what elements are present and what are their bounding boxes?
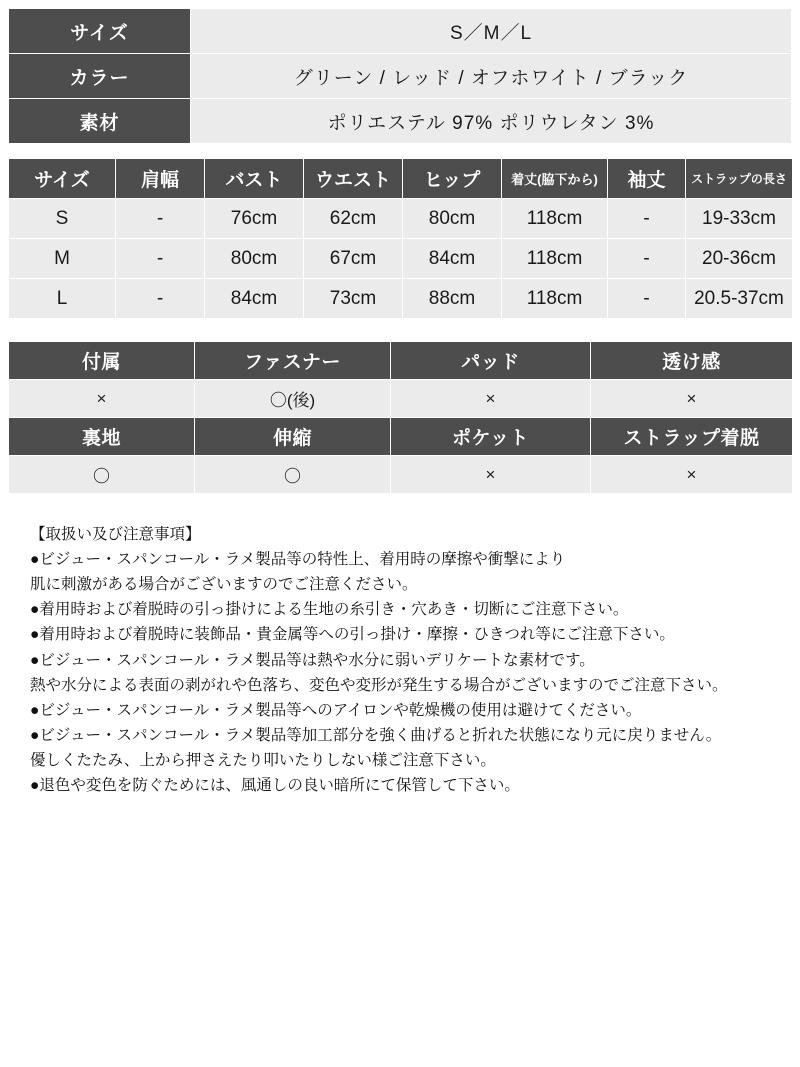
feature-header-pad: パッド bbox=[391, 342, 591, 380]
notes-line: ●退色や変色を防ぐためには、風通しの良い暗所にて保管して下さい。 bbox=[30, 777, 520, 795]
feature-value-pad: × bbox=[391, 380, 591, 418]
meas-cell: 84cm bbox=[403, 239, 502, 279]
meas-cell: S bbox=[9, 199, 116, 239]
feature-table bbox=[8, 341, 793, 494]
spec-label-material: 素材 bbox=[9, 99, 191, 144]
meas-header-waist: ウエスト bbox=[304, 159, 403, 199]
spec-label-color: カラー bbox=[9, 54, 191, 99]
measurement-table bbox=[8, 158, 793, 319]
table-row bbox=[9, 456, 793, 494]
meas-header-size: サイズ bbox=[9, 159, 116, 199]
table-row bbox=[9, 380, 793, 418]
spec-label-size: サイズ bbox=[9, 9, 191, 54]
notes-line: ●ビジュー・スパンコール・ラメ製品等加工部分を強く曲げると折れた状態になり元に戻りません。 bbox=[30, 726, 722, 744]
notes-line: ●ビジュー・スパンコール・ラメ製品等の特性上、着用時の摩擦や衝撃により bbox=[30, 551, 566, 569]
meas-cell: 73cm bbox=[304, 279, 403, 319]
meas-cell: 20-36cm bbox=[686, 239, 793, 279]
meas-cell: - bbox=[608, 279, 686, 319]
feature-value-stretch: 〇 bbox=[195, 456, 391, 494]
meas-cell: 20.5-37cm bbox=[686, 279, 793, 319]
meas-cell: 80cm bbox=[205, 239, 304, 279]
notes-line: 肌に刺激がある場合がございますのでご注意ください。 bbox=[30, 576, 418, 594]
feature-header-stretch: 伸縮 bbox=[195, 418, 391, 456]
spec-value-color: グリーン / レッド / オフホワイト / ブラック bbox=[191, 54, 792, 99]
meas-cell: - bbox=[608, 239, 686, 279]
meas-header-length: 着丈(脇下から) bbox=[502, 159, 608, 199]
spec-value-size: S／M／L bbox=[191, 9, 792, 54]
table-row bbox=[9, 199, 793, 239]
notes-line: ●着用時および着脱時の引っ掛けによる生地の糸引き・穴あき・切断にご注意下さい。 bbox=[30, 601, 629, 619]
meas-header-sleeve: 袖丈 bbox=[608, 159, 686, 199]
notes-line: 優しくたたみ、上から押さえたり叩いたりしない様ご注意下さい。 bbox=[30, 751, 496, 769]
table-row bbox=[9, 239, 793, 279]
table-header-row bbox=[9, 342, 793, 380]
notes-title: 【取扱い及び注意事項】 bbox=[30, 526, 201, 543]
feature-value-lining: 〇 bbox=[9, 456, 195, 494]
meas-cell: 118cm bbox=[502, 279, 608, 319]
meas-cell: 76cm bbox=[205, 199, 304, 239]
meas-cell: - bbox=[116, 239, 205, 279]
table-row bbox=[9, 99, 792, 144]
meas-cell: L bbox=[9, 279, 116, 319]
meas-cell: 67cm bbox=[304, 239, 403, 279]
meas-cell: 19-33cm bbox=[686, 199, 793, 239]
meas-header-bust: バスト bbox=[205, 159, 304, 199]
meas-cell: 80cm bbox=[403, 199, 502, 239]
meas-cell: - bbox=[116, 199, 205, 239]
feature-value-strap-detach: × bbox=[591, 456, 793, 494]
feature-header-accessory: 付属 bbox=[9, 342, 195, 380]
notes-line: ●着用時および着脱時に装飾品・貴金属等への引っ掛け・摩擦・ひきつれ等にご注意下さい。 bbox=[30, 626, 675, 644]
spec-value-material: ポリエステル 97% ポリウレタン 3% bbox=[191, 99, 792, 144]
spacer bbox=[8, 319, 792, 341]
notes-line: ●ビジュー・スパンコール・ラメ製品等へのアイロンや乾燥機の使用は避けてください。 bbox=[30, 701, 642, 719]
meas-cell: 118cm bbox=[502, 199, 608, 239]
feature-value-sheerness: × bbox=[591, 380, 793, 418]
table-header-row bbox=[9, 159, 793, 199]
meas-header-shoulder: 肩幅 bbox=[116, 159, 205, 199]
feature-header-strap-detach: ストラップ着脱 bbox=[591, 418, 793, 456]
table-row bbox=[9, 279, 793, 319]
meas-cell: 88cm bbox=[403, 279, 502, 319]
meas-cell: - bbox=[116, 279, 205, 319]
notes-line: 熱や水分による表面の剥がれや色落ち、変色や変形が発生する場合がございますのでご注意下さい。 bbox=[30, 676, 728, 694]
notes-line: ●ビジュー・スパンコール・ラメ製品等は熱や水分に弱いデリケートな素材です。 bbox=[30, 651, 595, 669]
feature-value-zipper: 〇(後) bbox=[195, 380, 391, 418]
feature-header-sheerness: 透け感 bbox=[591, 342, 793, 380]
feature-header-pocket: ポケット bbox=[391, 418, 591, 456]
table-row bbox=[9, 9, 792, 54]
meas-header-hip: ヒップ bbox=[403, 159, 502, 199]
meas-cell: 118cm bbox=[502, 239, 608, 279]
care-notes bbox=[8, 522, 792, 798]
feature-value-accessory: × bbox=[9, 380, 195, 418]
meas-cell: 62cm bbox=[304, 199, 403, 239]
spec-summary-table bbox=[8, 8, 792, 144]
feature-header-lining: 裏地 bbox=[9, 418, 195, 456]
feature-header-zipper: ファスナー bbox=[195, 342, 391, 380]
meas-cell: M bbox=[9, 239, 116, 279]
meas-header-strap: ストラップの長さ bbox=[686, 159, 793, 199]
table-row bbox=[9, 54, 792, 99]
meas-cell: - bbox=[608, 199, 686, 239]
spacer bbox=[8, 144, 792, 158]
feature-value-pocket: × bbox=[391, 456, 591, 494]
meas-cell: 84cm bbox=[205, 279, 304, 319]
table-header-row bbox=[9, 418, 793, 456]
